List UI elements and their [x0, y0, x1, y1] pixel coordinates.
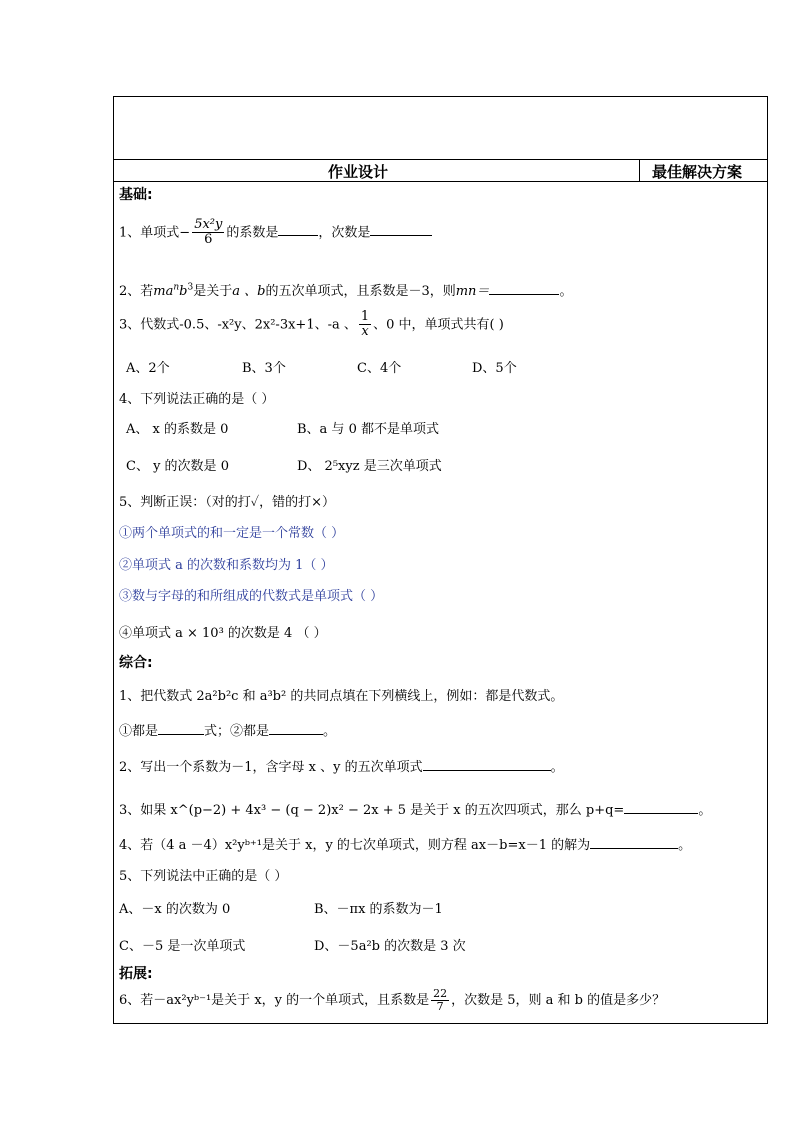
fraction: $\frac{\text{5x²y}}{6}$ — [194, 217, 223, 248]
ext-q6: 6、若－ax²yᵇ⁻¹是关于 x，y 的一个单项式，且系数是 $\frac{22}{7}$ ，次数是 5，则 a 和 b 的值是多少？ — [119, 987, 666, 1014]
column-divider — [639, 159, 640, 181]
basic-q1: 1、单项式− $\frac{\text{5x²y}}{6}$ 的系数是 ，次数是 — [119, 218, 432, 248]
comp-q4: 4、若（4 a －4）x²yᵇ⁺¹是关于 x，y 的七次单项式，则方程 ax－b=x－1 的解为 。 — [119, 838, 692, 853]
comp-q5-option-c[interactable]: C、－5 是一次单项式 — [119, 939, 246, 954]
header-homework-design: 作业设计 — [328, 163, 389, 181]
comp-q1-sub: ①都是 式；②都是 。 — [119, 724, 337, 739]
q5-item-3: ③数与字母的和所组成的代数式是单项式（ ） — [119, 589, 384, 604]
q5-item-2: ②单项式 a 的次数和系数均为 1（ ） — [119, 558, 334, 573]
answer-blank[interactable] — [269, 722, 323, 735]
q3-option-b[interactable]: B、3个 — [242, 361, 286, 376]
q3-option-c[interactable]: C、4个 — [357, 361, 402, 376]
q5-item-4: ④单项式 a × 10³ 的次数是 4 （ ） — [119, 626, 327, 641]
section-basic: 基础: — [119, 187, 153, 203]
comp-q1: 1、把代数式 2a²b²c 和 a³b² 的共同点填在下列横线上，例如：都是代数式。 — [119, 689, 564, 704]
q5-item-1: ①两个单项式的和一定是一个常数（ ） — [119, 526, 345, 541]
answer-blank[interactable] — [158, 722, 204, 735]
q3-option-d[interactable]: D、5个 — [472, 361, 517, 376]
basic-q3: 3、代数式-0.5、-x²y、2x²-3x+1、-a 、 $\frac{1}{x}$ 、0 中，单项式共有( ) — [119, 309, 504, 340]
q4-option-c[interactable]: C、 y 的次数是 0 — [126, 459, 229, 474]
answer-blank[interactable] — [489, 282, 559, 295]
answer-blank[interactable] — [370, 223, 432, 236]
comp-q5-option-b[interactable]: B、－πx 的系数为－1 — [314, 902, 443, 917]
header-top-rule — [113, 159, 768, 160]
comp-q5-stem: 5、下列说法中正确的是（ ） — [119, 869, 288, 884]
q3-option-a[interactable]: A、2个 — [126, 361, 170, 376]
answer-blank[interactable] — [624, 801, 698, 814]
answer-blank[interactable] — [278, 223, 318, 236]
comp-q2: 2、写出一个系数为－1，含字母 x 、y 的五次单项式 。 — [119, 760, 564, 775]
answer-blank[interactable] — [590, 836, 678, 849]
section-extension: 拓展: — [119, 966, 153, 982]
basic-q4-stem: 4、下列说法正确的是（ ） — [119, 392, 275, 407]
fraction: $\frac{22}{7}$ — [433, 987, 448, 1014]
basic-q5-stem: 5、判断正误：（对的打✓，错的打×） — [119, 495, 336, 510]
comp-q3: 3、如果 x^(p−2) + 4x³ − (q − 2)x² − 2x + 5 是关于 x 的五次四项式，那么 p+q= 。 — [119, 803, 712, 818]
basic-q2: 2、若$ma^nb^3$是关于a 、b的五次单项式，且系数是－3，则mn＝ 。 — [119, 282, 573, 299]
comp-q5-option-a[interactable]: A、－x 的次数为 0 — [119, 902, 231, 917]
header-best-solution: 最佳解决方案 — [652, 163, 743, 181]
q4-option-d[interactable]: D、 2⁵xyz 是三次单项式 — [297, 459, 442, 474]
section-comprehensive: 综合: — [119, 655, 153, 671]
q4-option-b[interactable]: B、a 与 0 都不是单项式 — [297, 422, 439, 437]
answer-blank[interactable] — [423, 758, 551, 771]
fraction: $\frac{1}{x}$ — [360, 309, 370, 340]
q4-option-a[interactable]: A、 x 的系数是 0 — [126, 422, 229, 437]
comp-q5-option-d[interactable]: D、－5a²b 的次数是 3 次 — [314, 939, 466, 954]
